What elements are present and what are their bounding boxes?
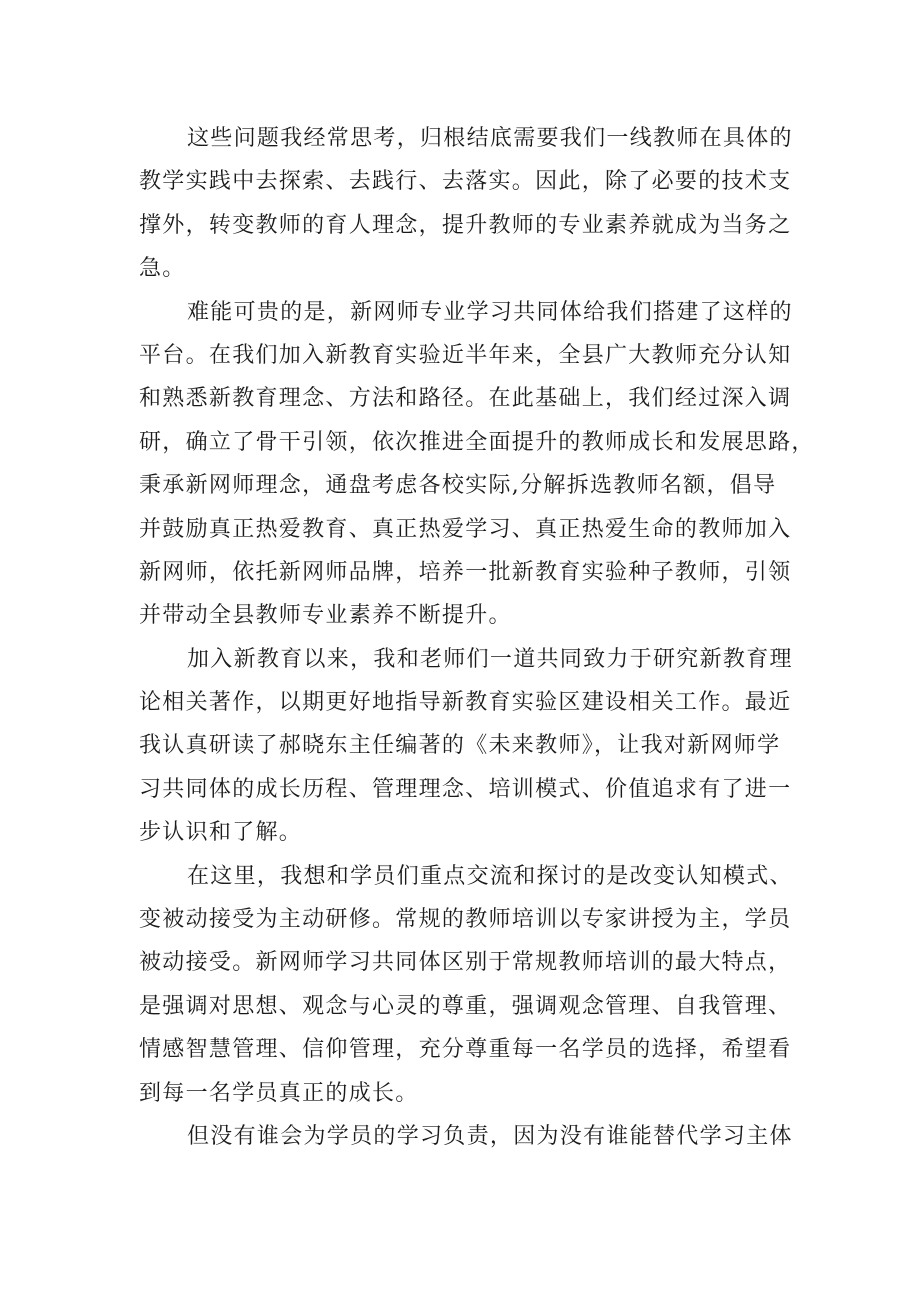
text-line: 研，确立了骨干引领，依次推进全面提升的教师成长和发展思路， bbox=[139, 429, 815, 455]
text-line: 步认识和了解。 bbox=[139, 820, 303, 846]
text-line: 难能可贵的是，新网师专业学习共同体给我们搭建了这样的 bbox=[187, 299, 793, 325]
text-line: 秉承新网师理念，通盘考虑各校实际,分解拆选教师名额，倡导 bbox=[139, 473, 777, 499]
text-line: 习共同体的成长历程、管理理念、培训模式、价值追求有了进一 bbox=[139, 776, 792, 802]
text-line: 但没有谁会为学员的学习负责，因为没有谁能替代学习主体 bbox=[187, 1123, 793, 1149]
paragraph bbox=[139, 638, 791, 855]
text-line: 新网师，依托新网师品牌，培养一批新教育实验种子教师，引领 bbox=[139, 559, 792, 585]
text-line: 撑外，转变教师的育人理念，提升教师的专业素养就成为当务之 bbox=[139, 212, 792, 238]
text-line: 论相关著作，以期更好地指导新教育实验区建设相关工作。最近 bbox=[139, 690, 792, 716]
text-line: 和熟悉新教育理念、方法和路径。在此基础上，我们经过深入调 bbox=[139, 386, 792, 412]
document-body bbox=[139, 117, 815, 1158]
text-line: 变被动接受为主动研修。常规的教师培训以专家讲授为主，学员 bbox=[139, 907, 792, 933]
text-line: 平台。在我们加入新教育实验近半年来，全县广大教师充分认知 bbox=[139, 342, 792, 368]
paragraph bbox=[139, 855, 791, 1115]
text-line: 急。 bbox=[139, 256, 186, 282]
text-line: 情感智慧管理、信仰管理，充分尊重每一名学员的选择，希望看 bbox=[139, 1037, 792, 1063]
text-line: 在这里，我想和学员们重点交流和探讨的是改变认知模式、 bbox=[187, 863, 793, 889]
paragraph bbox=[139, 1115, 791, 1158]
text-line: 被动接受。新网师学习共同体区别于常规教师培训的最大特点， bbox=[139, 950, 792, 976]
text-line: 是强调对思想、观念与心灵的尊重，强调观念管理、自我管理、 bbox=[139, 993, 792, 1019]
text-line: 这些问题我经常思考，归根结底需要我们一线教师在具体的 bbox=[187, 126, 793, 151]
paragraph bbox=[139, 117, 791, 291]
text-line: 到每一名学员真正的成长。 bbox=[139, 1080, 419, 1106]
text-line: 我认真研读了郝晓东主任编著的《未来教师》，让我对新网师学 bbox=[139, 733, 781, 759]
text-line: 加入新教育以来，我和老师们一道共同致力于研究新教育理 bbox=[187, 646, 793, 672]
text-line: 并鼓励真正热爱教育、真正热爱学习、真正热爱生命的教师加入 bbox=[139, 516, 792, 542]
text-line: 教学实践中去探索、去践行、去落实。因此，除了必要的技术支 bbox=[139, 169, 792, 195]
paragraph bbox=[139, 291, 815, 638]
text-line: 并带动全县教师专业素养不断提升。 bbox=[139, 603, 512, 629]
